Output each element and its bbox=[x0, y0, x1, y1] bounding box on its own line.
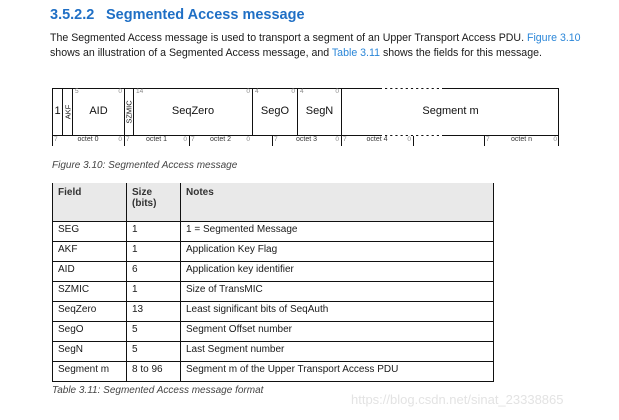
figure-link[interactable]: Figure 3.10 bbox=[526, 32, 581, 44]
cell-notes: Least significant bits of SeqAuth bbox=[181, 302, 494, 322]
figure-caption: Figure 3.10: Segmented Access message bbox=[52, 160, 238, 171]
cell-notes: Application key identifier bbox=[181, 262, 494, 282]
bit-low: 0 bbox=[335, 88, 339, 95]
octet-label: octet n bbox=[510, 136, 532, 143]
field-label: SeqZero bbox=[171, 105, 215, 117]
octet-3 bbox=[272, 136, 341, 146]
field-seg bbox=[52, 88, 62, 136]
cell-notes: Size of TransMIC bbox=[181, 282, 494, 302]
field-label: AID bbox=[89, 105, 108, 117]
octet-0 bbox=[52, 136, 124, 146]
bit-high: 5 bbox=[75, 88, 79, 95]
table-link[interactable]: Table 3.11 bbox=[331, 47, 380, 59]
bit-high: 7 bbox=[54, 136, 58, 143]
octet-divider bbox=[272, 136, 273, 146]
header-size-line2: (bits) bbox=[132, 198, 157, 209]
octet-divider bbox=[52, 136, 53, 146]
bit-low: 0 bbox=[291, 88, 295, 95]
field-label: 1 bbox=[54, 105, 61, 117]
cell-size: 1 bbox=[127, 222, 181, 242]
cell-size: 6 bbox=[127, 262, 181, 282]
table-row bbox=[53, 282, 494, 302]
fields-table bbox=[52, 183, 494, 382]
bit-low: 0 bbox=[118, 136, 122, 143]
intro-paragraph bbox=[50, 31, 590, 61]
field-label: SZMIC bbox=[124, 100, 134, 124]
cell-field: SeqZero bbox=[53, 302, 127, 322]
bit-low: 0 bbox=[246, 88, 250, 95]
cell-field: SEG bbox=[53, 222, 127, 242]
octet-label: octet 2 bbox=[209, 136, 231, 143]
cell-size: 13 bbox=[127, 302, 181, 322]
section-title: Segmented Access message bbox=[106, 7, 305, 23]
octet-divider bbox=[484, 136, 485, 146]
field-szmic bbox=[124, 88, 133, 136]
bit-high: 7 bbox=[274, 136, 278, 143]
table-caption: Table 3.11: Segmented Access message format bbox=[52, 385, 264, 396]
octet-label: octet 0 bbox=[77, 136, 99, 143]
bit-high: 7 bbox=[191, 136, 195, 143]
octet-label: octet 4 bbox=[366, 136, 388, 143]
cell-size: 5 bbox=[127, 342, 181, 362]
header-notes: Notes bbox=[181, 183, 494, 222]
cell-field: AID bbox=[53, 262, 127, 282]
bit-low: 0 bbox=[118, 88, 122, 95]
cell-field: SegN bbox=[53, 342, 127, 362]
field-segn bbox=[297, 88, 341, 136]
table-row bbox=[53, 222, 494, 242]
cell-size: 1 bbox=[127, 282, 181, 302]
section-number: 3.5.2.2 bbox=[50, 7, 95, 23]
octet-row bbox=[52, 136, 559, 146]
header-field: Field bbox=[53, 183, 127, 222]
cell-notes: Application Key Flag bbox=[181, 242, 494, 262]
bit-low: 0 bbox=[246, 136, 250, 143]
cell-notes: Segment Offset number bbox=[181, 322, 494, 342]
cell-size: 5 bbox=[127, 322, 181, 342]
octet-1 bbox=[124, 136, 189, 146]
octet-n bbox=[484, 136, 559, 146]
break-mark bbox=[382, 88, 442, 89]
intro-text: shows an illustration of a Segmented Access message, and bbox=[50, 47, 332, 59]
field-aid bbox=[72, 88, 124, 136]
bit-high: 7 bbox=[343, 136, 347, 143]
table-row bbox=[53, 362, 494, 382]
cell-notes: Segment m of the Upper Transport Access PDU bbox=[181, 362, 494, 382]
cell-notes: 1 = Segmented Message bbox=[181, 222, 494, 242]
cell-field: SZMIC bbox=[53, 282, 127, 302]
field-label: AKF bbox=[63, 104, 72, 120]
bit-low: 0 bbox=[183, 136, 187, 143]
octet-divider bbox=[558, 136, 559, 146]
bit-low: 0 bbox=[553, 136, 557, 143]
cell-size: 1 bbox=[127, 242, 181, 262]
field-label: SegO bbox=[260, 105, 290, 117]
table-row bbox=[53, 322, 494, 342]
field-label: SegN bbox=[305, 105, 334, 117]
octet-divider bbox=[341, 136, 342, 146]
field-seqzero bbox=[133, 88, 252, 136]
bit-high: 4 bbox=[255, 88, 259, 95]
octet-label: octet 3 bbox=[295, 136, 317, 143]
field-sego bbox=[252, 88, 297, 136]
cell-size: 8 to 96 bbox=[127, 362, 181, 382]
header-size-line1: Size bbox=[132, 187, 153, 198]
table-header-row bbox=[53, 183, 494, 222]
octet-divider bbox=[413, 136, 414, 146]
cell-field: Segment m bbox=[53, 362, 127, 382]
bit-low: 0 bbox=[407, 136, 411, 143]
octet-label: octet 1 bbox=[145, 136, 167, 143]
field-segment-m bbox=[341, 88, 559, 136]
cell-field: AKF bbox=[53, 242, 127, 262]
message-diagram bbox=[52, 88, 559, 148]
field-label: Segment m bbox=[422, 105, 479, 117]
cell-field: SegO bbox=[53, 322, 127, 342]
bit-low: 0 bbox=[335, 136, 339, 143]
octet-2 bbox=[189, 136, 252, 146]
table-row bbox=[53, 242, 494, 262]
bit-high: 7 bbox=[486, 136, 490, 143]
table-row bbox=[53, 302, 494, 322]
table-row bbox=[53, 342, 494, 362]
watermark: https://blog.csdn.net/sinat_23338865 bbox=[351, 392, 564, 407]
octet-divider bbox=[189, 136, 190, 146]
octet-4 bbox=[341, 136, 413, 146]
bit-high: 7 bbox=[126, 136, 130, 143]
table-row bbox=[53, 262, 494, 282]
octet-divider bbox=[124, 136, 125, 146]
header-size bbox=[127, 183, 181, 222]
bit-high: 4 bbox=[300, 88, 304, 95]
bit-high: 14 bbox=[136, 88, 144, 95]
intro-text: shows the fields for this message. bbox=[380, 47, 542, 59]
intro-text: The Segmented Access message is used to transport a segment of an Upper Transport Access PDU. bbox=[50, 32, 527, 44]
section-heading bbox=[50, 7, 305, 23]
cell-notes: Last Segment number bbox=[181, 342, 494, 362]
field-akf bbox=[62, 88, 72, 136]
